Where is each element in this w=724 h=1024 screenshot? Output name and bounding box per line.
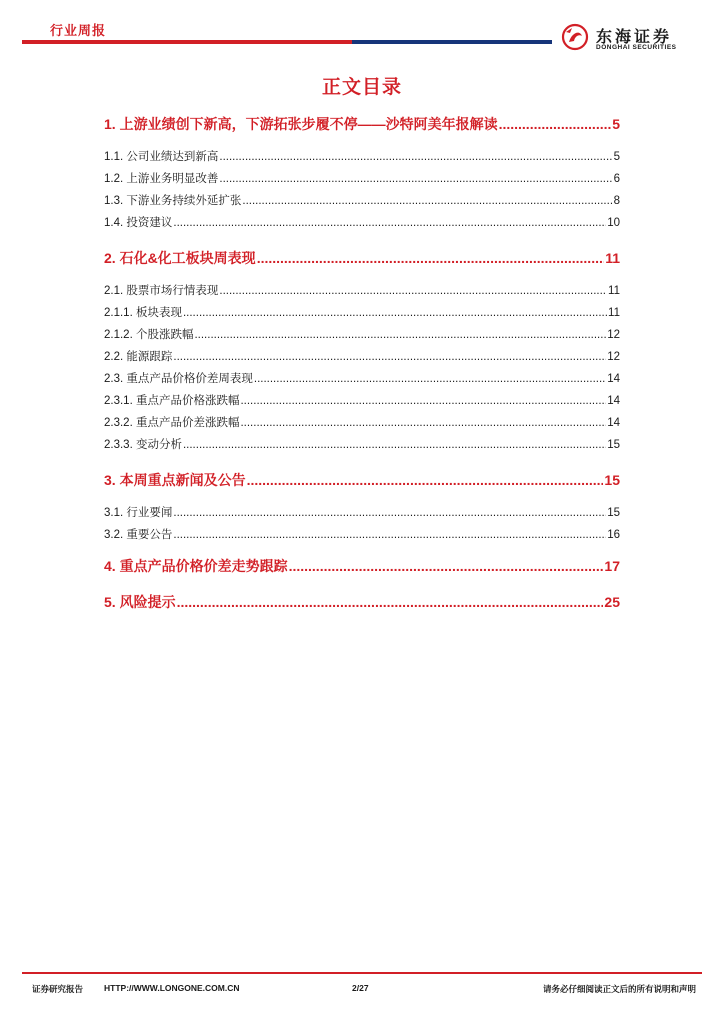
- toc-leader-dots: [177, 594, 604, 610]
- toc-entry-level2[interactable]: [104, 348, 620, 364]
- logo-english-name: DONGHAI SECURITIES: [596, 44, 677, 51]
- toc-leader-dots: [194, 329, 606, 341]
- toc-entry-label: 1.4. 投资建议: [104, 217, 173, 229]
- toc-entry-label: 2.1.2. 个股涨跌幅: [104, 329, 194, 341]
- toc-entry-label: 2.3. 重点产品价格价差周表现: [104, 373, 253, 385]
- toc-entry-level3[interactable]: [104, 304, 620, 320]
- toc-entry-page: 12: [607, 329, 620, 341]
- toc-entry-page: 15: [607, 507, 620, 519]
- toc-entry-label: 2.2. 能源跟踪: [104, 351, 173, 363]
- toc-entry-level2[interactable]: [104, 526, 620, 542]
- toc-entry-page: 10: [607, 217, 620, 229]
- toc-entry-label: 2.3.3. 变动分析: [104, 439, 182, 451]
- toc-entry-page: 6: [613, 173, 620, 185]
- toc-entry-level2[interactable]: [104, 282, 620, 298]
- toc-entry-level3[interactable]: [104, 326, 620, 342]
- toc-entry-page: 11: [608, 285, 620, 297]
- toc-leader-dots: [173, 507, 606, 519]
- toc-entry-label: 4. 重点产品价格价差走势跟踪: [104, 558, 288, 574]
- dragon-logo-icon: [560, 22, 590, 52]
- toc-leader-dots: [219, 151, 612, 163]
- toc-entry-label: 2.1. 股票市场行情表现: [104, 285, 219, 297]
- toc-entry-level2[interactable]: [104, 148, 620, 164]
- toc-leader-dots: [247, 472, 604, 488]
- footer-website-link[interactable]: HTTP://WWW.LONGONE.COM.CN: [104, 983, 240, 993]
- toc-entry-page: 5: [613, 151, 620, 163]
- toc-entry-level2[interactable]: [104, 170, 620, 186]
- toc-leader-dots: [183, 307, 607, 319]
- toc-entry-page: 11: [608, 307, 620, 319]
- toc-entry-page: 16: [607, 529, 620, 541]
- toc-leader-dots: [257, 250, 605, 266]
- toc-entry-level2[interactable]: [104, 370, 620, 386]
- toc-entry-label: 3.2. 重要公告: [104, 529, 173, 541]
- footer-page-number: 2/27: [352, 983, 369, 993]
- toc-entry-label: 2. 石化&化工板块周表现: [104, 250, 256, 266]
- footer-rule: [22, 972, 702, 974]
- toc-entry-label: 3. 本周重点新闻及公告: [104, 472, 246, 488]
- toc-entry-level3[interactable]: [104, 392, 620, 408]
- report-type-tag: 行业周报: [50, 23, 107, 38]
- footer-disclaimer: 请务必仔细阅读正文后的所有说明和声明: [542, 984, 696, 994]
- toc-entry-page: 17: [604, 558, 620, 574]
- toc-entry-label: 2.3.2. 重点产品价差涨跌幅: [104, 417, 240, 429]
- toc-entry-level3[interactable]: [104, 414, 620, 430]
- toc-leader-dots: [289, 558, 604, 574]
- toc-leader-dots: [240, 417, 606, 429]
- toc-leader-dots: [219, 285, 607, 297]
- toc-entry-level1[interactable]: [104, 248, 620, 268]
- toc-entry-level1[interactable]: [104, 114, 620, 134]
- toc-entry-level2[interactable]: [104, 214, 620, 230]
- header-rule-blue: [352, 40, 552, 44]
- toc-entry-page: 11: [605, 250, 620, 266]
- toc-entry-label: 1.2. 上游业务明显改善: [104, 173, 219, 185]
- toc-leader-dots: [254, 373, 606, 385]
- toc-entry-page: 15: [607, 439, 620, 451]
- toc-entry-page: 12: [607, 351, 620, 363]
- toc-entry-label: 3.1. 行业要闻: [104, 507, 173, 519]
- toc-entry-level1[interactable]: [104, 592, 620, 612]
- toc-entry-level2[interactable]: [104, 504, 620, 520]
- toc-leader-dots: [499, 116, 612, 132]
- toc-entry-level2[interactable]: [104, 192, 620, 208]
- company-logo: [560, 22, 710, 54]
- toc-entry-label: 2.1.1. 板块表现: [104, 307, 182, 319]
- logo-chinese-name: 东海证券: [596, 29, 673, 46]
- toc-entry-label: 5. 风险提示: [104, 594, 176, 610]
- toc-entry-label: 1.1. 公司业绩达到新高: [104, 151, 219, 163]
- toc-entry-page: 5: [612, 116, 620, 132]
- toc-entry-page: 25: [604, 594, 620, 610]
- toc-entry-label: 1.3. 下游业务持续外延扩张: [104, 195, 242, 207]
- toc-leader-dots: [242, 195, 612, 207]
- toc-title: 正文目录: [321, 77, 402, 98]
- toc-entry-page: 8: [613, 195, 620, 207]
- header-rule-red: [22, 40, 352, 44]
- toc-leader-dots: [173, 529, 606, 541]
- toc-entry-page: 14: [607, 417, 620, 429]
- toc-entry-page: 14: [607, 395, 620, 407]
- toc-entry-label: 2.3.1. 重点产品价格涨跌幅: [104, 395, 240, 407]
- toc-entry-level3[interactable]: [104, 436, 620, 452]
- toc-entry-page: 15: [604, 472, 620, 488]
- toc-entry-page: 14: [607, 373, 620, 385]
- toc-entry-level1[interactable]: [104, 470, 620, 490]
- toc-entry-level1[interactable]: [104, 556, 620, 576]
- toc-leader-dots: [173, 351, 606, 363]
- footer-report-label: 证券研究报告: [32, 984, 84, 994]
- toc-entry-label: 1. 上游业绩创下新高，下游拓张步履不停——沙特阿美年报解读: [104, 116, 498, 132]
- toc-leader-dots: [173, 217, 606, 229]
- toc-leader-dots: [219, 173, 612, 185]
- toc-leader-dots: [183, 439, 606, 451]
- toc-leader-dots: [240, 395, 606, 407]
